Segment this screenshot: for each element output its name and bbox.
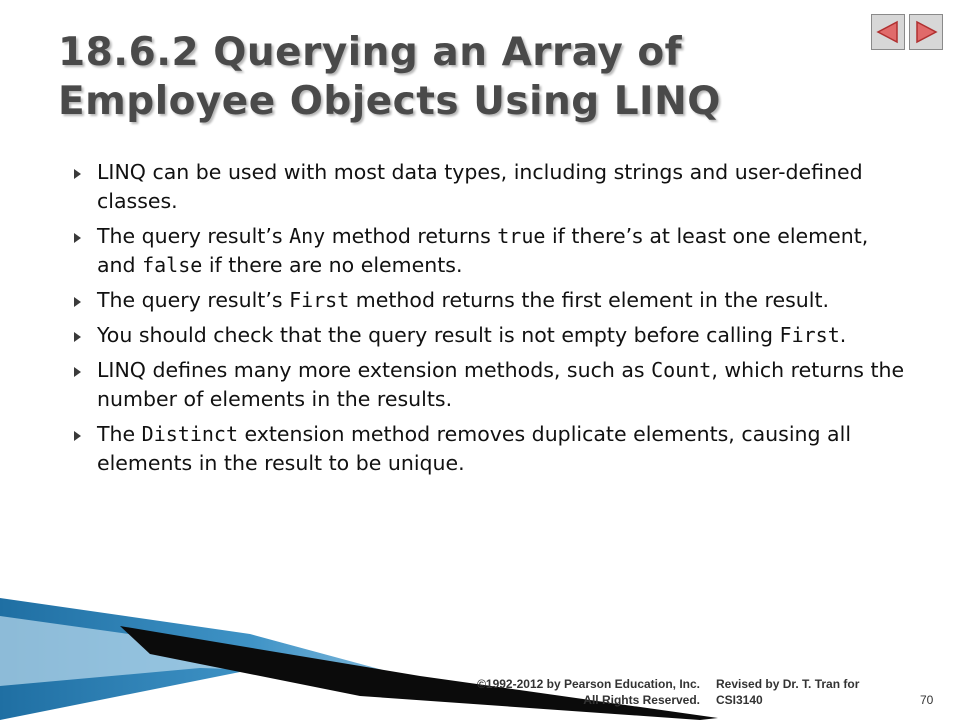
bullet-text: LINQ can be used with most data types, including strings and user-defined classes. bbox=[97, 160, 863, 213]
bullet-item bbox=[72, 222, 907, 280]
bullet-text: LINQ defines many more extension methods, such as bbox=[97, 358, 652, 382]
bullet-marker-icon bbox=[74, 332, 81, 342]
page-number: 70 bbox=[920, 693, 934, 707]
bullet-text: The query result’s bbox=[97, 224, 290, 248]
title-line-1: 18.6.2 Querying an Array of bbox=[58, 30, 683, 75]
revision-line-1: Revised by Dr. T. Tran for bbox=[716, 677, 860, 691]
revision-line-2: CSI3140 bbox=[716, 693, 763, 707]
bullet-marker-icon bbox=[74, 431, 81, 441]
bullet-text: method returns bbox=[325, 224, 498, 248]
bullet-text: . bbox=[839, 323, 847, 347]
code-term: false bbox=[142, 253, 203, 277]
bullet-item bbox=[72, 158, 907, 216]
copyright-line-2: All Rights Reserved. bbox=[583, 693, 700, 707]
slide-title bbox=[58, 28, 858, 126]
bullet-list bbox=[72, 158, 907, 484]
bullet-text: The bbox=[97, 422, 142, 446]
bullet-text: You should check that the query result is not empty before calling bbox=[97, 323, 780, 347]
bullet-text: The query result’s bbox=[97, 288, 290, 312]
previous-slide-button[interactable] bbox=[871, 14, 905, 50]
triangle-right-icon bbox=[913, 19, 939, 45]
bullet-item bbox=[72, 321, 907, 350]
copyright-notice bbox=[440, 676, 700, 708]
code-term: true bbox=[497, 224, 546, 248]
code-term: First bbox=[289, 288, 350, 312]
bullet-item bbox=[72, 420, 907, 478]
next-slide-button[interactable] bbox=[909, 14, 943, 50]
title-line-2: Employee Objects Using LINQ bbox=[58, 79, 721, 124]
bullet-text: if there are no elements. bbox=[202, 253, 463, 277]
code-term: Any bbox=[289, 224, 326, 248]
bullet-marker-icon bbox=[74, 367, 81, 377]
bullet-text: extension method removes duplicate elements, causing all elements in the result to be unique. bbox=[97, 422, 852, 475]
slide-navigation bbox=[871, 14, 943, 50]
bullet-text: if there’s at least one element, and bbox=[97, 224, 869, 277]
bullet-marker-icon bbox=[74, 169, 81, 179]
code-term: First bbox=[779, 323, 840, 347]
bullet-text: method returns the first element in the result. bbox=[349, 288, 830, 312]
bullet-marker-icon bbox=[74, 233, 81, 243]
bullet-item bbox=[72, 286, 907, 315]
bullet-item bbox=[72, 356, 907, 414]
bullet-marker-icon bbox=[74, 297, 81, 307]
code-term: Distinct bbox=[141, 422, 238, 446]
code-term: Count bbox=[651, 358, 712, 382]
bullet-text: , which returns the number of elements in the results. bbox=[97, 358, 905, 411]
triangle-left-icon bbox=[875, 19, 901, 45]
copyright-line-1: ©1992-2012 by Pearson Education, Inc. bbox=[477, 677, 700, 691]
revision-note bbox=[716, 676, 916, 708]
